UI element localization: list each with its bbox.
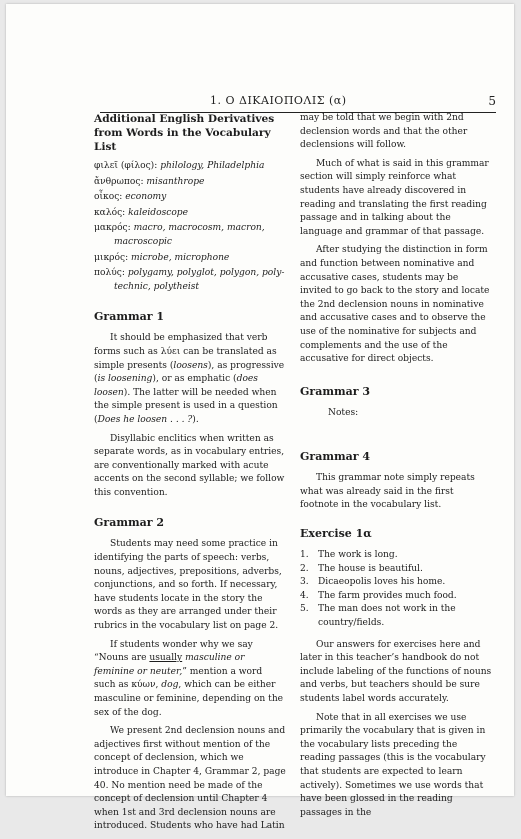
text: If students wonder why we say “Nouns are: [94, 639, 253, 664]
grammar-2-paragraph: We present 2nd declension nouns and adjectives first without mention of the concept of declension, which we introduce in Chapter 4, Grammar 2, page 40. No mention need be made of the concept of declension until Chapter 4 when 1st and 3rd declension nouns are introduced. Students who have had Latin: [94, 726, 286, 832]
grammar-4-heading: Grammar 4: [300, 450, 371, 464]
grammar-1-heading: Grammar 1: [94, 310, 165, 324]
vocab-english-cont: macroscopic: [114, 236, 173, 247]
italic-text: dog: [161, 680, 179, 691]
vocab-entry: [94, 191, 286, 205]
running-head: [100, 94, 496, 113]
vocab-english: misanthrope: [146, 176, 205, 187]
exercise-paragraph: Note that in all exercises we use primarily the vocabulary that is given in the vocabulary lists preceding the reading passages (this is the vocabulary that students are expected to learn actively). Sometimes we use words that have been glossed in the reading passages in the: [300, 712, 486, 818]
answer-item: [300, 549, 492, 563]
grammar-2-heading: Grammar 2: [94, 516, 165, 530]
italic-text: does loosen: [94, 374, 258, 398]
derivatives-heading: Additional English Derivatives from Words in the Vocabulary List: [94, 113, 275, 153]
vocab-english: polygamy, polyglot, polygon, poly-: [127, 268, 285, 279]
answer-text: Dicaeopolis loves his home.: [318, 577, 446, 588]
underlined-text: usually: [149, 653, 183, 664]
left-column: [94, 112, 286, 839]
answer-text: The farm provides much food.: [318, 590, 457, 601]
answer-number: 1.: [300, 550, 309, 561]
vocab-greek: πολύς:: [94, 268, 125, 279]
vocab-english: economy: [125, 192, 167, 203]
text: ), as progressive (: [94, 360, 285, 385]
italic-text: loosens: [173, 360, 208, 371]
vocab-english: microbe, microphone: [131, 252, 230, 263]
text: It should be emphasized that verb forms such as λύει can be translated as simple presents (: [94, 333, 277, 371]
grammar-2-paragraph: [94, 639, 286, 721]
vocab-entry: [94, 267, 286, 294]
answer-item: [300, 590, 492, 604]
answer-number: 4.: [300, 590, 309, 601]
answer-item: [300, 576, 492, 590]
vocab-entry: [94, 176, 286, 190]
vocab-english: philology, Philadelphia: [160, 161, 265, 171]
vocab-greek: καλός:: [94, 207, 126, 218]
answer-number: 5.: [300, 604, 309, 615]
vocab-english-cont: technic, polytheist: [114, 281, 200, 292]
vocab-greek: ἄνθρωπος:: [94, 176, 144, 187]
body-paragraph: Much of what is said in this grammar section will simply reinforce what students have already discovered in reading and translating the first reading passage and in talking about the language and grammar of that passage.: [300, 158, 489, 237]
text: ” mention a word such as κύων,: [94, 666, 263, 691]
vocab-english: kaleidoscope: [128, 207, 189, 218]
vocab-greek: οἶκος:: [94, 192, 123, 203]
exercise-heading: [300, 527, 492, 541]
vocab-entry: [94, 160, 286, 174]
exercise-paragraph: Our answers for exercises here and later in this teacher’s handbook do not include labeling of the functions of nouns and verbs, but teachers should be sure students label words accurately.: [300, 639, 492, 704]
italic-text: Does he loosen . . . ?: [97, 414, 193, 425]
vocab-english: macro, macrocosm, macron,: [133, 223, 265, 234]
body-paragraph: may be told that we begin with 2nd declension words and that the other declensions will follow.: [300, 113, 468, 151]
vocab-greek: φιλεῖ (φίλος):: [94, 161, 158, 171]
right-column: [300, 112, 492, 825]
vocab-entry: [94, 222, 286, 249]
body-paragraph: After studying the distinction in form and function between nominative and accusative cases, students may be invited to go back to the story and locate the 2nd declension nouns in nominative and accusative cases and to observe the use of the nominative for subjects and complements and the use of the accusative for direct objects.: [300, 245, 490, 365]
answer-text: The man does not work in the country/fields.: [318, 604, 456, 629]
answer-item: [300, 563, 492, 577]
answer-number: 2.: [300, 563, 309, 574]
notes-label: Notes:: [328, 407, 359, 418]
vocab-entry: [94, 252, 286, 266]
answer-text: The house is beautiful.: [318, 563, 423, 574]
text: ), or as emphatic (: [152, 374, 237, 385]
book-page: [6, 4, 514, 832]
vocab-greek: μικρός:: [94, 252, 129, 263]
grammar-1-paragraph: Disyllabic enclitics when written as separate words, as in vocabulary entries, are conventionally marked with acute accents on the second syllable; we follow this convention.: [94, 433, 285, 498]
exercise-title: Exercise 1: [300, 527, 364, 541]
answer-number: 3.: [300, 577, 309, 588]
text: ). The latter will be needed when the simple present is used in a question (: [94, 387, 278, 425]
exercise-letter: α: [363, 527, 372, 541]
italic-text: is loosening: [97, 374, 153, 385]
grammar-4-paragraph: This grammar note simply repeats what was already said in the first footnote in the vocabulary list.: [300, 473, 475, 511]
text: ).: [192, 414, 199, 425]
vocab-greek: μακρός:: [94, 223, 131, 234]
grammar-1-paragraph: [94, 332, 286, 427]
italic-text: masculine or feminine or neuter,: [94, 653, 245, 677]
chapter-heading: 1. Ο ΔΙΚΑΙΟΠΟΛΙΣ (α): [210, 94, 347, 107]
answer-text: The work is long.: [318, 550, 398, 561]
grammar-2-paragraph: Students may need some practice in identifying the parts of speech: verbs, nouns, adjectives, prepositions, adverbs, conjunctions, and so forth. If necessary, have students locate in the story the words as they are arranged under their rubrics in the vocabulary list on page 2.: [94, 539, 282, 632]
grammar-3-heading: Grammar 3: [300, 384, 371, 398]
vocab-entry: [94, 207, 286, 221]
answer-item: [300, 603, 492, 630]
page-number: 5: [488, 94, 496, 108]
exercise-answers: [300, 549, 492, 631]
text: , which can be either masculine or feminine, depending on the sex of the dog.: [94, 680, 284, 718]
